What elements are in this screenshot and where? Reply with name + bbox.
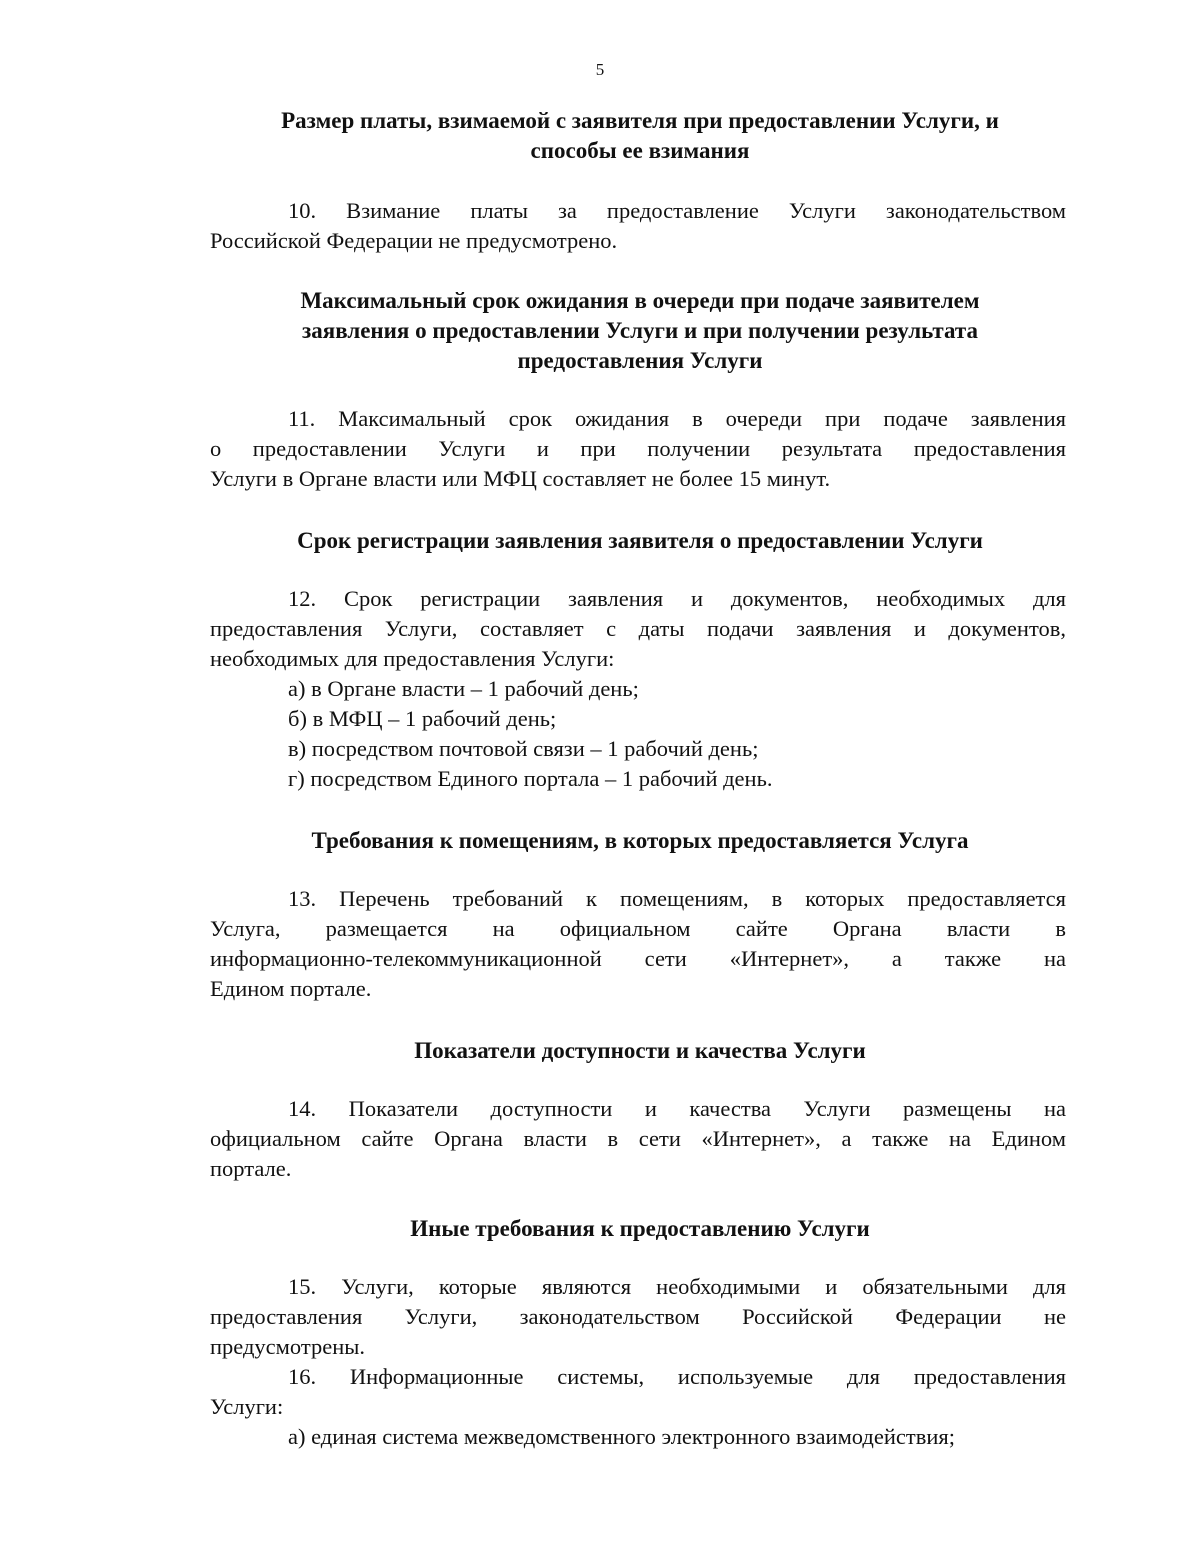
list-item: а) единая система межведомственного электронного взаимодействия; bbox=[288, 1424, 955, 1449]
heading-line: Срок регистрации заявления заявителя о предоставлении Услуги bbox=[297, 528, 983, 553]
paragraph-line: 10. Взимание платы за предоставление Услуги законодательством bbox=[288, 198, 1066, 223]
heading-line: Иные требования к предоставлению Услуги bbox=[410, 1216, 870, 1241]
section-heading-registration bbox=[210, 526, 1070, 556]
paragraph-line: Российской Федерации не предусмотрено. bbox=[210, 228, 618, 253]
list-item: б) в МФЦ – 1 рабочий день; bbox=[288, 706, 557, 731]
paragraph-line: Услуги: bbox=[210, 1394, 284, 1419]
paragraph-line: предоставления Услуги, составляет с даты подачи заявления и документов, bbox=[210, 616, 1066, 641]
paragraph-line: портале. bbox=[210, 1156, 292, 1181]
section-heading-payment bbox=[210, 106, 1070, 166]
list-item: в) посредством почтовой связи – 1 рабочий день; bbox=[288, 736, 759, 761]
heading-line: Требования к помещениям, в которых предоставляется Услуга bbox=[311, 828, 969, 853]
heading-line: Размер платы, взимаемой с заявителя при предоставлении Услуги, и bbox=[281, 108, 999, 133]
paragraph-line: Услуга, размещается на официальном сайте Органа власти в bbox=[210, 916, 1066, 941]
heading-line: способы ее взимания bbox=[530, 138, 750, 163]
paragraph-line: Едином портале. bbox=[210, 976, 372, 1001]
paragraph-line: предоставления Услуги, законодательством Российской Федерации не bbox=[210, 1304, 1066, 1329]
paragraph-11 bbox=[210, 404, 1066, 494]
heading-line: Максимальный срок ожидания в очереди при подаче заявителем bbox=[300, 288, 980, 313]
paragraph-15 bbox=[210, 1272, 1066, 1362]
paragraph-line: предусмотрены. bbox=[210, 1334, 365, 1359]
page-number: 5 bbox=[595, 60, 605, 79]
paragraph-line: 16. Информационные системы, используемые для предоставления bbox=[288, 1364, 1066, 1389]
paragraph-line: 11. Максимальный срок ожидания в очереди при подаче заявления bbox=[288, 406, 1066, 431]
paragraph-line: Услуги в Органе власти или МФЦ составляет не более 15 минут. bbox=[210, 466, 831, 491]
paragraph-line: 15. Услуги, которые являются необходимыми и обязательными для bbox=[288, 1274, 1066, 1299]
paragraph-line: информационно-телекоммуникационной сети «Интернет», а также на bbox=[210, 946, 1066, 971]
paragraph-10 bbox=[210, 196, 1066, 256]
section-heading-premises bbox=[210, 826, 1070, 856]
paragraph-13 bbox=[210, 884, 1066, 1004]
paragraph-line: 13. Перечень требований к помещениям, в которых предоставляется bbox=[288, 886, 1066, 911]
paragraph-14 bbox=[210, 1094, 1066, 1184]
heading-line: заявления о предоставлении Услуги и при получении результата bbox=[302, 318, 978, 343]
paragraph-line: 12. Срок регистрации заявления и документов, необходимых для bbox=[288, 586, 1066, 611]
section-heading-queue-time bbox=[210, 286, 1070, 376]
list-item: г) посредством Единого портала – 1 рабочий день. bbox=[288, 766, 773, 791]
section-heading-other bbox=[210, 1214, 1070, 1244]
paragraph-12 bbox=[210, 584, 1066, 674]
paragraph-16 bbox=[210, 1362, 1066, 1422]
list-item: а) в Органе власти – 1 рабочий день; bbox=[288, 676, 639, 701]
paragraph-line: 14. Показатели доступности и качества Услуги размещены на bbox=[288, 1096, 1066, 1121]
paragraph-line: официальном сайте Органа власти в сети «Интернет», а также на Едином bbox=[210, 1126, 1066, 1151]
heading-line: предоставления Услуги bbox=[517, 348, 763, 373]
section-heading-quality bbox=[210, 1036, 1070, 1066]
paragraph-line: о предоставлении Услуги и при получении результата предоставления bbox=[210, 436, 1066, 461]
heading-line: Показатели доступности и качества Услуги bbox=[414, 1038, 866, 1063]
paragraph-line: необходимых для предоставления Услуги: bbox=[210, 646, 615, 671]
